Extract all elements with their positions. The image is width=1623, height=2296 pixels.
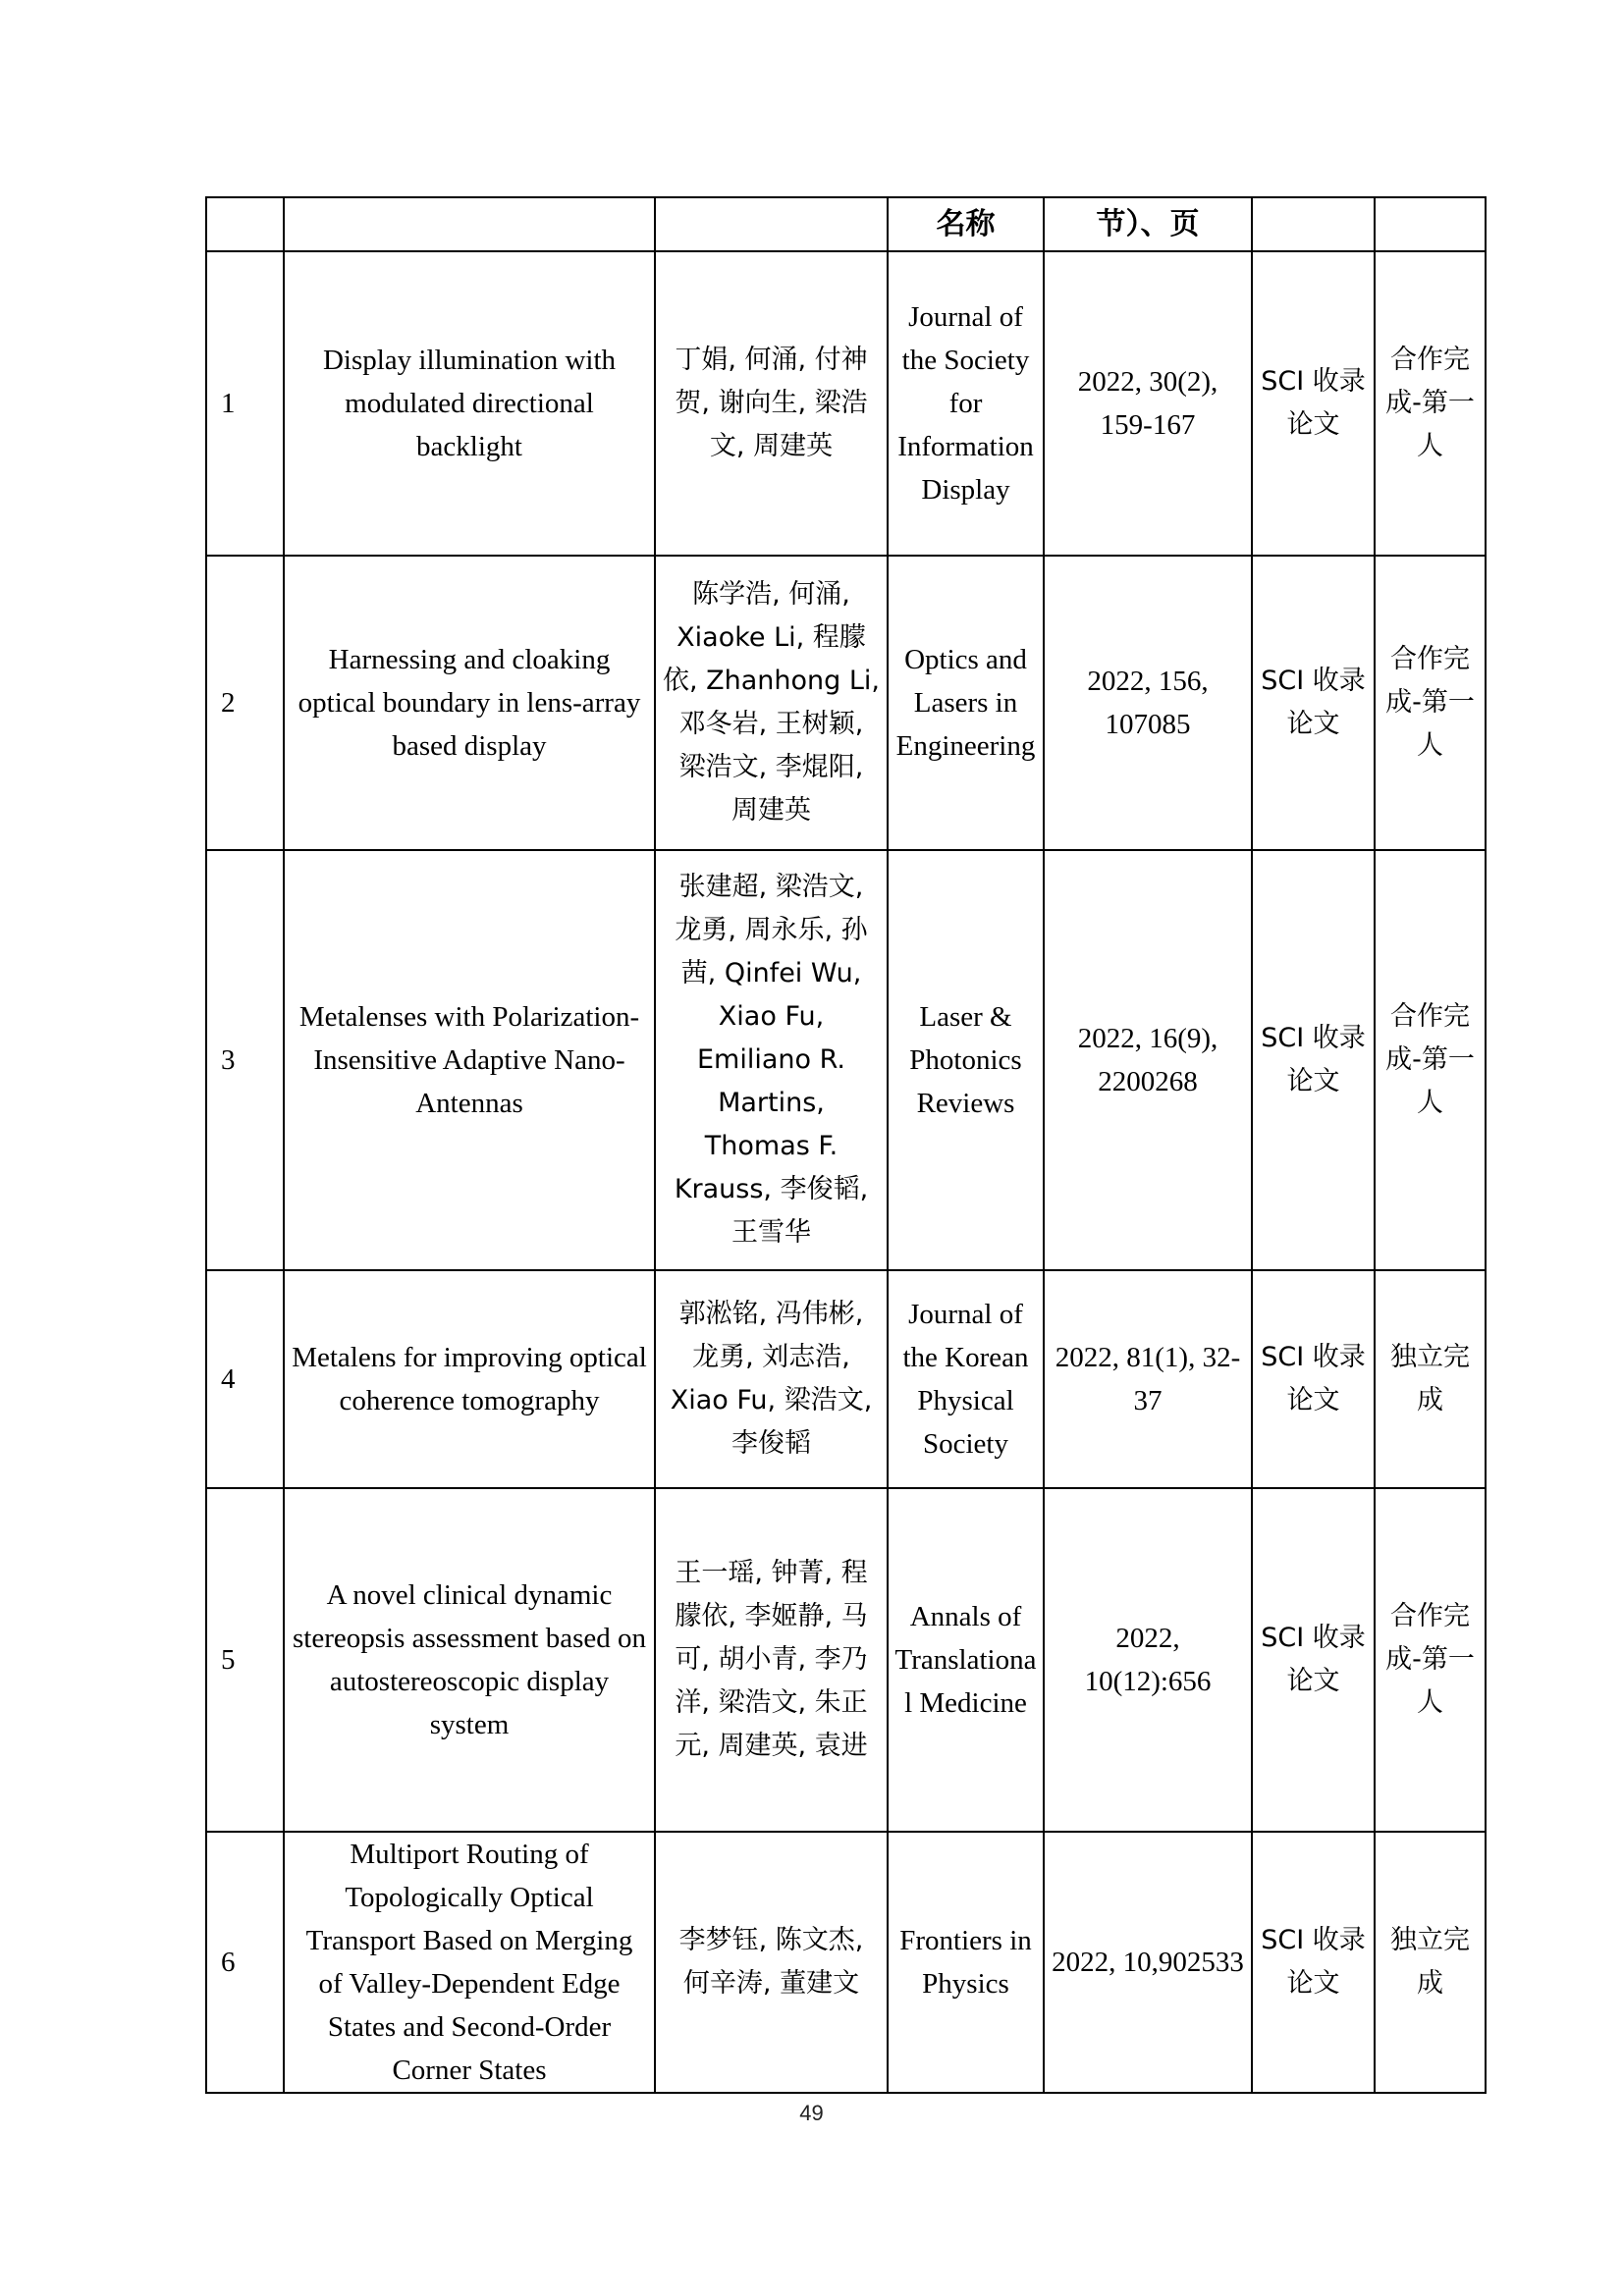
header-cell-authors — [655, 197, 888, 251]
paper-type: SCI 收录论文 — [1252, 251, 1375, 556]
header-cell-type — [1252, 197, 1375, 251]
header-cell-index — [206, 197, 284, 251]
header-cell-publication: 节）、页 — [1044, 197, 1252, 251]
publication-info: 2022, 30(2), 159-167 — [1044, 251, 1252, 556]
contribution: 合作完成-第一人 — [1375, 251, 1486, 556]
table-row — [206, 1270, 1486, 1488]
paper-title: Metalens for improving optical coherence tomography — [284, 1270, 655, 1488]
contribution: 合作完成-第一人 — [1375, 850, 1486, 1270]
header-cell-journal: 名称 — [888, 197, 1044, 251]
page-number: 49 — [799, 2101, 824, 2125]
contribution: 合作完成-第一人 — [1375, 1488, 1486, 1832]
publication-info: 2022, 16(9), 2200268 — [1044, 850, 1252, 1270]
table-row — [206, 556, 1486, 850]
row-number: 2 — [206, 556, 284, 850]
row-number: 3 — [206, 850, 284, 1270]
paper-title: A novel clinical dynamic stereopsis assessment based on autostereoscopic display system — [284, 1488, 655, 1832]
row-number: 1 — [206, 251, 284, 556]
table-row — [206, 1488, 1486, 1832]
table-row — [206, 251, 1486, 556]
journal-name: Annals of Translational Medicine — [888, 1488, 1044, 1832]
paper-title: Metalenses with Polarization-Insensitive Adaptive Nano-Antennas — [284, 850, 655, 1270]
paper-type: SCI 收录论文 — [1252, 1488, 1375, 1832]
publication-table — [205, 196, 1487, 2094]
table-row — [206, 1832, 1486, 2093]
contribution: 独立完成 — [1375, 1270, 1486, 1488]
row-number: 4 — [206, 1270, 284, 1488]
contribution: 独立完成 — [1375, 1832, 1486, 2093]
table-header-row — [206, 197, 1486, 251]
publication-info: 2022, 10,902533 — [1044, 1832, 1252, 2093]
paper-authors: 陈学浩, 何涌, Xiaoke Li, 程朦依, Zhanhong Li, 邓冬岩, 王树颖, 梁浩文, 李焜阳, 周建英 — [655, 556, 888, 850]
paper-authors: 丁娟, 何涌, 付神贺, 谢向生, 梁浩文, 周建英 — [655, 251, 888, 556]
paper-authors: 李梦钰, 陈文杰, 何辛涛, 董建文 — [655, 1832, 888, 2093]
header-cell-contribution — [1375, 197, 1486, 251]
paper-title: Display illumination with modulated directional backlight — [284, 251, 655, 556]
journal-name: Laser & Photonics Reviews — [888, 850, 1044, 1270]
paper-authors: 郭淞铭, 冯伟彬, 龙勇, 刘志浩, Xiao Fu, 梁浩文, 李俊韬 — [655, 1270, 888, 1488]
journal-name: Journal of the Society for Information Display — [888, 251, 1044, 556]
row-number: 6 — [206, 1832, 284, 2093]
paper-type: SCI 收录论文 — [1252, 1270, 1375, 1488]
table-row — [206, 850, 1486, 1270]
paper-title: Multiport Routing of Topologically Optical Transport Based on Merging of Valley-Dependent Edge States and Second-Order Corner States — [284, 1832, 655, 2093]
paper-authors: 王一瑶, 钟菁, 程朦依, 李姬静, 马可, 胡小青, 李乃洋, 梁浩文, 朱正元, 周建英, 袁进 — [655, 1488, 888, 1832]
journal-name: Frontiers in Physics — [888, 1832, 1044, 2093]
paper-type: SCI 收录论文 — [1252, 556, 1375, 850]
journal-name: Optics and Lasers in Engineering — [888, 556, 1044, 850]
header-cell-title — [284, 197, 655, 251]
publication-info: 2022, 10(12):656 — [1044, 1488, 1252, 1832]
contribution: 合作完成-第一人 — [1375, 556, 1486, 850]
paper-type: SCI 收录论文 — [1252, 1832, 1375, 2093]
publication-info: 2022, 81(1), 32-37 — [1044, 1270, 1252, 1488]
publication-info: 2022, 156, 107085 — [1044, 556, 1252, 850]
paper-authors: 张建超, 梁浩文, 龙勇, 周永乐, 孙茜, Qinfei Wu, Xiao Fu, Emiliano R. Martins, Thomas F. Krauss, 李俊韬, 王雪华 — [655, 850, 888, 1270]
row-number: 5 — [206, 1488, 284, 1832]
paper-type: SCI 收录论文 — [1252, 850, 1375, 1270]
journal-name: Journal of the Korean Physical Society — [888, 1270, 1044, 1488]
paper-title: Harnessing and cloaking optical boundary in lens-array based display — [284, 556, 655, 850]
